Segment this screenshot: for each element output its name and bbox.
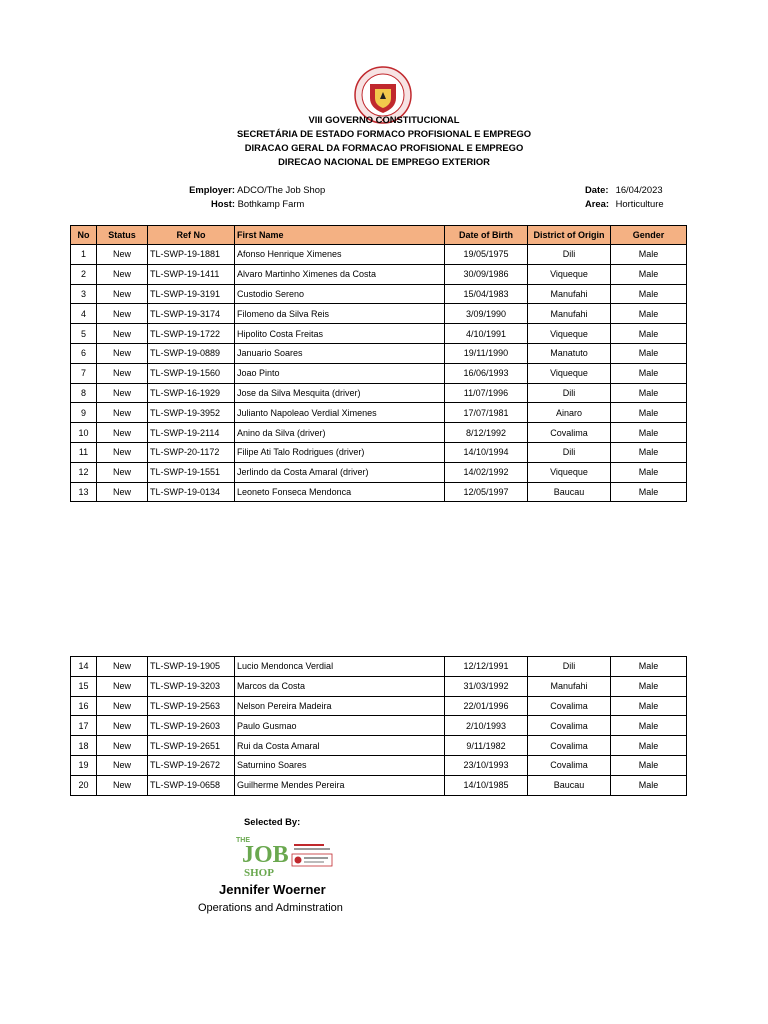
row-number: 18	[71, 736, 97, 756]
first-name-cell: Julianto Napoleao Verdial Ximenes	[235, 403, 445, 423]
row-number: 1	[71, 245, 97, 265]
gender-cell: Male	[611, 482, 687, 502]
date-of-birth-cell: 23/10/1993	[445, 755, 528, 775]
ref-no-cell: TL-SWP-16-1929	[148, 383, 235, 403]
district-cell: Covalima	[528, 736, 611, 756]
gender-cell: Male	[611, 264, 687, 284]
district-cell: Viqueque	[528, 264, 611, 284]
ref-no-cell: TL-SWP-19-2672	[148, 755, 235, 775]
date-of-birth-cell: 12/05/1997	[445, 482, 528, 502]
column-header: District of Origin	[528, 226, 611, 245]
gender-cell: Male	[611, 716, 687, 736]
row-number: 5	[71, 324, 97, 344]
first-name-cell: Jose da Silva Mesquita (driver)	[235, 383, 445, 403]
column-header: Gender	[611, 226, 687, 245]
ref-no-cell: TL-SWP-19-2563	[148, 696, 235, 716]
first-name-cell: Paulo Gusmao	[235, 716, 445, 736]
row-number: 20	[71, 775, 97, 795]
employer-host-info	[188, 183, 325, 210]
logo-job-text: JOB	[242, 842, 289, 868]
first-name-cell: Filomeno da Silva Reis	[235, 304, 445, 324]
district-cell: Covalima	[528, 755, 611, 775]
table-row	[71, 462, 687, 482]
date-value: 16/04/2023	[615, 184, 663, 195]
first-name-cell: Leoneto Fonseca Mendonca	[235, 482, 445, 502]
employer-value: ADCO/The Job Shop	[237, 184, 326, 195]
first-name-cell: Lucio Mendonca Verdial	[235, 657, 445, 677]
first-name-cell: Guilherme Mendes Pereira	[235, 775, 445, 795]
date-of-birth-cell: 9/11/1982	[445, 736, 528, 756]
date-of-birth-cell: 14/02/1992	[445, 462, 528, 482]
date-of-birth-cell: 22/01/1996	[445, 696, 528, 716]
date-of-birth-cell: 4/10/1991	[445, 324, 528, 344]
date-of-birth-cell: 19/11/1990	[445, 343, 528, 363]
row-number: 16	[71, 696, 97, 716]
column-header: Ref No	[148, 226, 235, 245]
gender-cell: Male	[611, 423, 687, 443]
status-cell: New	[97, 482, 148, 502]
table-row	[71, 363, 687, 383]
table-row	[71, 324, 687, 344]
gender-cell: Male	[611, 363, 687, 383]
gender-cell: Male	[611, 304, 687, 324]
ref-no-cell: TL-SWP-19-1560	[148, 363, 235, 383]
date-label: Date:	[585, 184, 609, 195]
row-number: 19	[71, 755, 97, 775]
national-directorate-title: DIRECAO NACIONAL DE EMPREGO EXTERIOR	[278, 156, 490, 167]
row-number: 8	[71, 383, 97, 403]
area-label: Area:	[585, 197, 609, 209]
ref-no-cell: TL-SWP-19-1905	[148, 657, 235, 677]
column-header: Date of Birth	[445, 226, 528, 245]
ref-no-cell: TL-SWP-19-1881	[148, 245, 235, 265]
selected-by-label: Selected By:	[244, 816, 301, 827]
table-row	[71, 657, 687, 677]
row-number: 9	[71, 403, 97, 423]
table-row	[71, 755, 687, 775]
first-name-cell: Saturnino Soares	[235, 755, 445, 775]
date-of-birth-cell: 2/10/1993	[445, 716, 528, 736]
status-cell: New	[97, 284, 148, 304]
status-cell: New	[97, 696, 148, 716]
status-cell: New	[97, 324, 148, 344]
column-header: First Name	[235, 226, 445, 245]
table-row	[71, 676, 687, 696]
ref-no-cell: TL-SWP-19-1722	[148, 324, 235, 344]
status-cell: New	[97, 363, 148, 383]
district-cell: Baucau	[528, 482, 611, 502]
logo-shop-text: SHOP	[244, 867, 274, 879]
date-of-birth-cell: 14/10/1985	[445, 775, 528, 795]
first-name-cell: Rui da Costa Amaral	[235, 736, 445, 756]
logo-the-text: THE	[236, 837, 250, 844]
district-cell: Covalima	[528, 423, 611, 443]
date-of-birth-cell: 8/12/1992	[445, 423, 528, 443]
secretariat-title: SECRETÁRIA DE ESTADO FORMACO PROFISIONAL E EMPREGO	[236, 128, 532, 139]
district-cell: Dili	[528, 442, 611, 462]
row-number: 2	[71, 264, 97, 284]
status-cell: New	[97, 755, 148, 775]
status-cell: New	[97, 264, 148, 284]
table-row	[71, 442, 687, 462]
table-row	[71, 696, 687, 716]
gender-cell: Male	[611, 245, 687, 265]
status-cell: New	[97, 442, 148, 462]
row-number: 14	[71, 657, 97, 677]
status-cell: New	[97, 423, 148, 443]
gender-cell: Male	[611, 383, 687, 403]
district-cell: Viqueque	[528, 363, 611, 383]
gender-cell: Male	[611, 343, 687, 363]
ref-no-cell: TL-SWP-19-1551	[148, 462, 235, 482]
table-row	[71, 343, 687, 363]
gender-cell: Male	[611, 442, 687, 462]
ref-no-cell: TL-SWP-19-1411	[148, 264, 235, 284]
status-cell: New	[97, 775, 148, 795]
district-cell: Viqueque	[528, 324, 611, 344]
table-row	[71, 716, 687, 736]
first-name-cell: Custodio Sereno	[235, 284, 445, 304]
district-cell: Covalima	[528, 696, 611, 716]
table-row	[71, 304, 687, 324]
first-name-cell: Jerlindo da Costa Amaral (driver)	[235, 462, 445, 482]
status-cell: New	[97, 304, 148, 324]
first-name-cell: Afonso Henrique Ximenes	[235, 245, 445, 265]
table-row	[71, 775, 687, 795]
date-of-birth-cell: 19/05/1975	[445, 245, 528, 265]
table-body	[71, 657, 687, 796]
first-name-cell: Marcos da Costa	[235, 676, 445, 696]
table-row	[71, 284, 687, 304]
host-value: Bothkamp Farm	[237, 197, 305, 209]
table-row	[71, 383, 687, 403]
gender-cell: Male	[611, 403, 687, 423]
date-of-birth-cell: 3/09/1990	[445, 304, 528, 324]
status-cell: New	[97, 736, 148, 756]
district-cell: Baucau	[528, 775, 611, 795]
column-header: No	[71, 226, 97, 245]
district-cell: Manufahi	[528, 676, 611, 696]
row-number: 3	[71, 284, 97, 304]
ref-no-cell: TL-SWP-19-3203	[148, 676, 235, 696]
first-name-cell: Nelson Pereira Madeira	[235, 696, 445, 716]
district-cell: Manufahi	[528, 284, 611, 304]
table-body	[71, 245, 687, 502]
signatory-role: Operations and Adminstration	[198, 902, 343, 914]
row-number: 10	[71, 423, 97, 443]
employer-label: Employer:	[189, 184, 235, 195]
first-name-cell: Anino da Silva (driver)	[235, 423, 445, 443]
table-row	[71, 423, 687, 443]
document-header	[0, 113, 768, 169]
ref-no-cell: TL-SWP-19-2651	[148, 736, 235, 756]
gender-cell: Male	[611, 755, 687, 775]
gender-cell: Male	[611, 324, 687, 344]
ref-no-cell: TL-SWP-19-3174	[148, 304, 235, 324]
table-header-row	[71, 226, 687, 245]
ref-no-cell: TL-SWP-19-2114	[148, 423, 235, 443]
date-of-birth-cell: 30/09/1986	[445, 264, 528, 284]
status-cell: New	[97, 676, 148, 696]
ref-no-cell: TL-SWP-19-0889	[148, 343, 235, 363]
gender-cell: Male	[611, 284, 687, 304]
gender-cell: Male	[611, 657, 687, 677]
row-number: 11	[71, 442, 97, 462]
status-cell: New	[97, 383, 148, 403]
column-header: Status	[97, 226, 148, 245]
ref-no-cell: TL-SWP-19-2603	[148, 716, 235, 736]
date-of-birth-cell: 15/04/1983	[445, 284, 528, 304]
date-of-birth-cell: 12/12/1991	[445, 657, 528, 677]
government-title: VIII GOVERNO CONSTITUCIONAL	[308, 114, 460, 125]
candidate-table	[70, 225, 687, 502]
district-cell: Dili	[528, 245, 611, 265]
first-name-cell: Filipe Ati Talo Rodrigues (driver)	[235, 442, 445, 462]
status-cell: New	[97, 343, 148, 363]
ref-no-cell: TL-SWP-19-3191	[148, 284, 235, 304]
table-row	[71, 482, 687, 502]
row-number: 4	[71, 304, 97, 324]
row-number: 17	[71, 716, 97, 736]
date-of-birth-cell: 17/07/1981	[445, 403, 528, 423]
ref-no-cell: TL-SWP-19-3952	[148, 403, 235, 423]
status-cell: New	[97, 403, 148, 423]
district-cell: Dili	[528, 383, 611, 403]
first-name-cell: Januario Soares	[235, 343, 445, 363]
directorate-general-title: DIRACAO GERAL DA FORMACAO PROFISIONAL E EMPREGO	[244, 142, 524, 153]
gender-cell: Male	[611, 696, 687, 716]
first-name-cell: Hipolito Costa Freitas	[235, 324, 445, 344]
status-cell: New	[97, 657, 148, 677]
candidate-table-continued	[70, 656, 687, 796]
status-cell: New	[97, 245, 148, 265]
gender-cell: Male	[611, 462, 687, 482]
status-cell: New	[97, 716, 148, 736]
row-number: 13	[71, 482, 97, 502]
district-cell: Viqueque	[528, 462, 611, 482]
row-number: 12	[71, 462, 97, 482]
host-label: Host:	[211, 197, 235, 209]
gender-cell: Male	[611, 676, 687, 696]
row-number: 6	[71, 343, 97, 363]
area-value: Horticulture	[615, 197, 664, 209]
signatory-name: Jennifer Woerner	[219, 882, 326, 897]
district-cell: Covalima	[528, 716, 611, 736]
ref-no-cell: TL-SWP-19-0134	[148, 482, 235, 502]
status-cell: New	[97, 462, 148, 482]
table-row	[71, 245, 687, 265]
district-cell: Manatuto	[528, 343, 611, 363]
the-job-shop-logo	[234, 832, 338, 884]
first-name-cell: Alvaro Martinho Ximenes da Costa	[235, 264, 445, 284]
table-row	[71, 403, 687, 423]
table-row	[71, 264, 687, 284]
date-of-birth-cell: 11/07/1996	[445, 383, 528, 403]
district-cell: Ainaro	[528, 403, 611, 423]
date-of-birth-cell: 31/03/1992	[445, 676, 528, 696]
table-row	[71, 736, 687, 756]
gender-cell: Male	[611, 736, 687, 756]
ref-no-cell: TL-SWP-19-0658	[148, 775, 235, 795]
date-of-birth-cell: 14/10/1994	[445, 442, 528, 462]
gender-cell: Male	[611, 775, 687, 795]
date-of-birth-cell: 16/06/1993	[445, 363, 528, 383]
first-name-cell: Joao Pinto	[235, 363, 445, 383]
ref-no-cell: TL-SWP-20-1172	[148, 442, 235, 462]
row-number: 15	[71, 676, 97, 696]
row-number: 7	[71, 363, 97, 383]
date-area-info	[585, 183, 664, 210]
district-cell: Manufahi	[528, 304, 611, 324]
district-cell: Dili	[528, 657, 611, 677]
